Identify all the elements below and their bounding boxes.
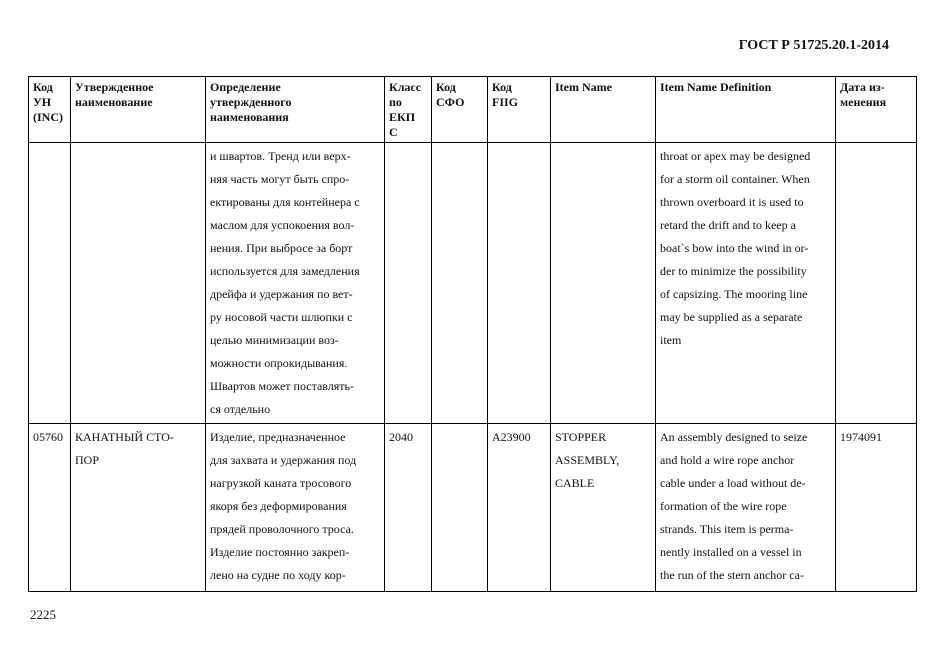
cell-sfo <box>432 143 488 424</box>
cell-fiig <box>488 143 551 424</box>
header-sfo <box>432 77 488 143</box>
table-row <box>29 143 917 424</box>
cell-class: 2040 <box>385 424 432 592</box>
header-item-definition <box>656 77 836 143</box>
text-line: thrown overboard it is used to <box>660 195 804 209</box>
cell-approved-name <box>71 424 206 592</box>
text-line: Определение <box>210 80 281 94</box>
cell-definition <box>206 143 385 424</box>
text-line: целью минимизации воз- <box>210 333 339 347</box>
text-line: Item Name <box>555 80 612 94</box>
text-line: Изделие постоянно закреп- <box>210 545 350 559</box>
header-definition <box>206 77 385 143</box>
text-line: по <box>389 95 402 109</box>
text-line: An assembly designed to seize <box>660 430 808 444</box>
text-line: лено на судне по ходу кор- <box>210 568 346 582</box>
page-number: 2225 <box>30 607 56 622</box>
header-date <box>836 77 917 143</box>
text-line: of capsizing. The mooring line <box>660 287 808 301</box>
text-line: Изделие, предназначенное <box>210 430 346 444</box>
text-line: С <box>389 125 398 139</box>
text-line: Код <box>492 80 512 94</box>
text-line: ЕКП <box>389 110 416 124</box>
text-line: менения <box>840 95 887 109</box>
text-line: дрейфа и удержания по вет- <box>210 287 353 301</box>
cell-item-definition <box>656 143 836 424</box>
text-line: можности опрокидывания. <box>210 356 348 370</box>
text-line: nently installed on a vessel in <box>660 545 802 559</box>
table-row <box>29 424 917 592</box>
text-line: ру носовой части шлюпки с <box>210 310 353 324</box>
cell-approved-name <box>71 143 206 424</box>
cell-fiig: A23900 <box>488 424 551 592</box>
table-header-row <box>29 77 917 143</box>
text-line: Дата из- <box>840 80 885 94</box>
text-line: прядей проволочного троса. <box>210 522 354 536</box>
text-line: утвержденного <box>210 95 292 109</box>
text-line: используется для замедления <box>210 264 360 278</box>
text-line: ASSEMBLY, <box>555 453 620 467</box>
text-line: retard the drift and to keep a <box>660 218 796 232</box>
cell-definition <box>206 424 385 592</box>
text-line: Код <box>33 80 53 94</box>
text-line: and hold a wire rope anchor <box>660 453 795 467</box>
text-line: няя часть могут быть спро- <box>210 172 350 186</box>
text-line: и швартов. Тренд или верх- <box>210 149 351 163</box>
header-fiig <box>488 77 551 143</box>
text-line: cable under a load without de- <box>660 476 806 490</box>
cell-date: 1974091 <box>836 424 917 592</box>
classification-table <box>28 76 917 592</box>
text-line: ПОР <box>75 453 100 467</box>
text-line: CABLE <box>555 476 595 490</box>
header-class <box>385 77 432 143</box>
text-line: for a storm oil container. When <box>660 172 810 186</box>
text-line: item <box>660 333 682 347</box>
text-line: наименование <box>75 95 153 109</box>
header-inc <box>29 77 71 143</box>
text-line: Класс <box>389 80 422 94</box>
text-line: якоря без деформирования <box>210 499 347 513</box>
text-line: Швартов может поставлять- <box>210 379 355 393</box>
text-line: ся отдельно <box>210 402 271 416</box>
text-line: der to minimize the possibility <box>660 264 807 278</box>
text-line: нагрузкой каната тросового <box>210 476 352 490</box>
text-line: КАНАТНЫЙ СТО- <box>75 430 174 444</box>
cell-item-name <box>551 143 656 424</box>
header-approved-name <box>71 77 206 143</box>
text-line: Утвержденное <box>75 80 154 94</box>
cell-inc <box>29 143 71 424</box>
text-line: strands. This item is perma- <box>660 522 794 536</box>
text-line: нения. При выбросе за борт <box>210 241 353 255</box>
cell-date <box>836 143 917 424</box>
text-line: (INC) <box>33 110 63 124</box>
text-line: may be supplied as a separate <box>660 310 803 324</box>
text-line: для захвата и удержания под <box>210 453 357 467</box>
text-line: throat or apex may be designed <box>660 149 811 163</box>
text-line: СФО <box>436 95 465 109</box>
cell-item-name <box>551 424 656 592</box>
text-line: FIIG <box>492 95 519 109</box>
text-line: formation of the wire rope <box>660 499 787 513</box>
text-line: маслом для успокоения вол- <box>210 218 355 232</box>
cell-class <box>385 143 432 424</box>
text-line: ектированы для контейнера с <box>210 195 360 209</box>
header-item-name <box>551 77 656 143</box>
text-line: УН <box>33 95 52 109</box>
text-line: boat`s bow into the wind in or- <box>660 241 809 255</box>
text-line: Код <box>436 80 456 94</box>
text-line: the run of the stern anchor ca- <box>660 568 804 582</box>
document-code: ГОСТ Р 51725.20.1-2014 <box>738 38 889 53</box>
text-line: наименования <box>210 110 289 124</box>
cell-inc: 05760 <box>29 424 71 592</box>
text-line: STOPPER <box>555 430 607 444</box>
cell-item-definition <box>656 424 836 592</box>
text-line: Item Name Definition <box>660 80 772 94</box>
cell-sfo <box>432 424 488 592</box>
